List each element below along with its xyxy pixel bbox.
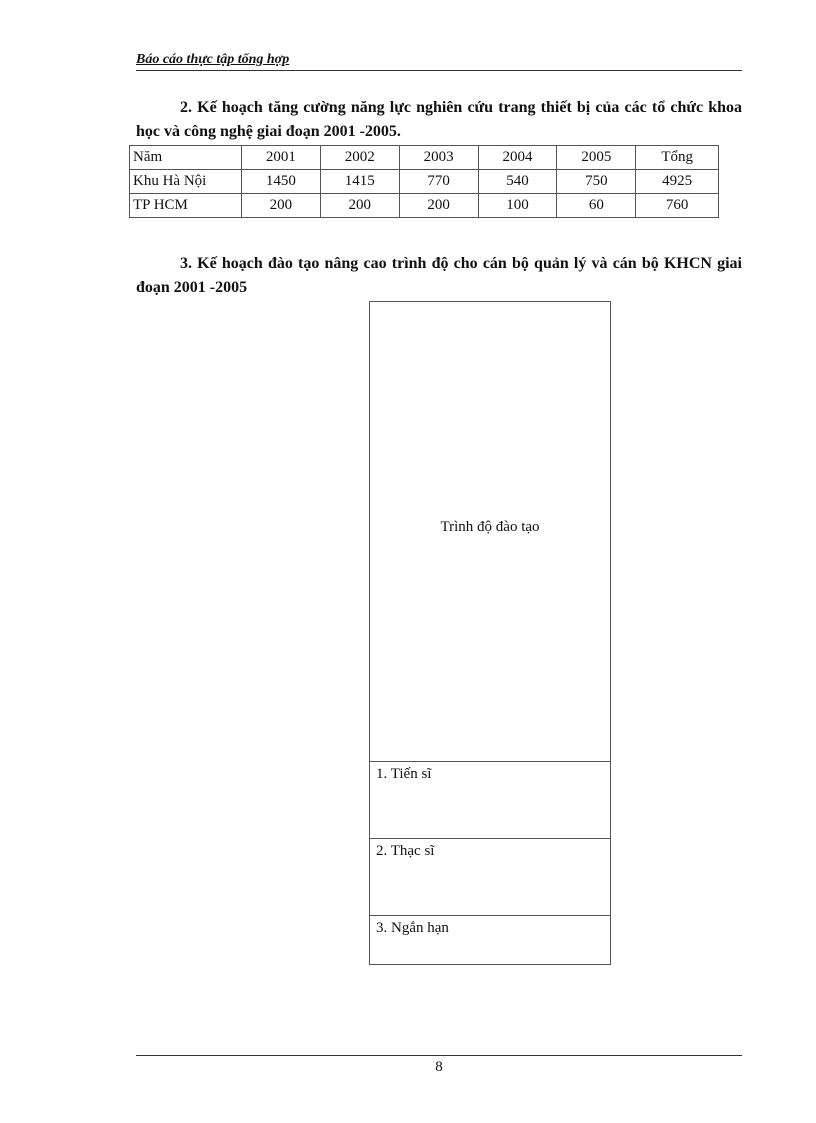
table-cell: 750	[557, 170, 636, 194]
table-cell: 1450	[242, 170, 321, 194]
table-header-cell: 2001	[242, 146, 321, 170]
table-header-row	[130, 146, 719, 170]
table-cell: 60	[557, 194, 636, 218]
header-title: Báo cáo thực tập tổng hợp	[136, 52, 290, 67]
training-table	[369, 301, 611, 965]
section-2-heading	[136, 96, 742, 144]
table-cell: 200	[320, 194, 399, 218]
table-header-cell: 2004	[478, 146, 557, 170]
table-header-cell: 2005	[557, 146, 636, 170]
page-footer	[136, 1055, 742, 1076]
section-3-heading-text: 3. Kế hoạch đào tạo nâng cao trình độ cho cán bộ quản lý và cán bộ KHCN giai đoạn 2001 -2005	[136, 255, 742, 296]
table-cell: 100	[478, 194, 557, 218]
table-header-cell: 2003	[399, 146, 478, 170]
table-cell: Khu Hà Nội	[130, 170, 242, 194]
table-cell: 200	[242, 194, 321, 218]
table-row	[130, 194, 719, 218]
table-cell: 760	[636, 194, 719, 218]
training-title: Trình độ đào tạo	[440, 519, 540, 535]
table-cell: 4925	[636, 170, 719, 194]
table-cell: 540	[478, 170, 557, 194]
section-2-heading-text: 2. Kế hoạch tăng cường năng lực nghiên cứu trang thiết bị của các tổ chức khoa học và công nghệ giai đoạn 2001 -2005.	[136, 99, 742, 140]
training-title-cell	[370, 302, 610, 762]
table-cell: 1415	[320, 170, 399, 194]
table-cell: TP HCM	[130, 194, 242, 218]
equipment-table	[129, 145, 719, 218]
section-3-heading	[136, 252, 742, 300]
page-header	[136, 50, 742, 71]
table-header-cell: 2002	[320, 146, 399, 170]
table-header-cell: Năm	[130, 146, 242, 170]
table-cell: 200	[399, 194, 478, 218]
page-number: 8	[435, 1059, 443, 1075]
training-level-row: 3. Ngắn hạn	[376, 920, 449, 936]
table-cell: 770	[399, 170, 478, 194]
table-row	[130, 170, 719, 194]
training-level-row: 1. Tiến sĩ	[370, 762, 610, 839]
training-level-row: 2. Thạc sĩ	[370, 839, 610, 916]
table-header-cell: Tổng	[636, 146, 719, 170]
